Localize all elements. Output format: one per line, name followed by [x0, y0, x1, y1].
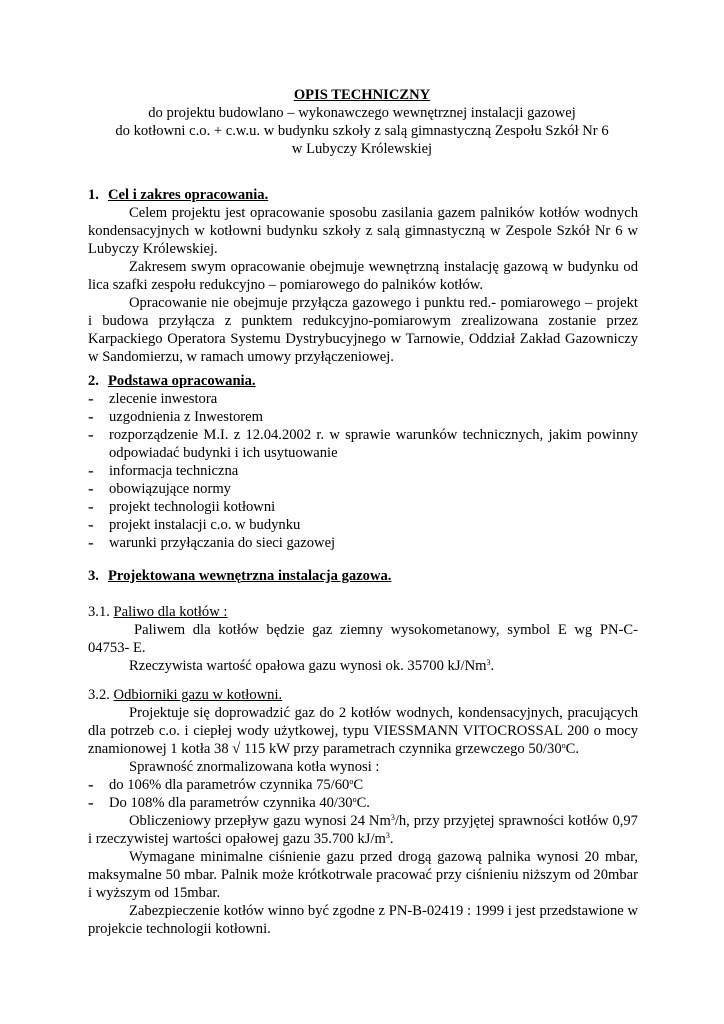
list-item: - informacja techniczna — [88, 462, 638, 480]
text-span: Rzeczywista wartość opałowa gazu wynosi ok. 35700 kJ/Nm — [129, 658, 487, 674]
subtitle-line-1: do projektu budowlano – wykonawczego wewnętrznej instalacji gazowej — [148, 105, 576, 121]
text-span: . — [490, 658, 495, 674]
section-2-number: 2. — [88, 373, 99, 389]
superscript: 3 — [385, 831, 390, 840]
section-2-title: Podstawa opracowania. — [108, 373, 256, 389]
list-item: - rozporządzenie M.I. z 12.04.2002 r. w sprawie warunków technicznych, jakim powinny odpowiadać budynki i ich usytuowanie — [88, 426, 638, 462]
subsection-3-2-title: Odbiorniki gazu w kotłowni. — [113, 687, 283, 703]
subsection-3-2-paragraph-3 — [88, 812, 638, 848]
superscript: o — [352, 795, 357, 804]
subsection-3-1-title: Paliwo dla kotłów : — [113, 604, 228, 620]
section-1-paragraph-3: Opracowanie nie obejmuje przyłącza gazowego i punktu red.- pomiarowego – projekt i budowa przyłącza z punktem redukcyjno-pomiarowym zrealizowana zostanie przez Karpackiego Operatora Systemu Dystrybucyjnego w Tarnowie, Oddział Zakład Gazowniczy w Sandomierzu, w ramach umowy przyłączeniowej. — [88, 295, 638, 365]
list-item: - zlecenie inwestora — [88, 390, 638, 408]
text-span: /h, przy przyjętej sprawności kotłów 0,97 i rzeczywistej wartości opałowej gazu 35.700 kJ/m — [88, 813, 638, 847]
list-item: - projekt instalacji c.o. w budynku — [88, 516, 638, 534]
subsection-3-1 — [88, 603, 638, 675]
subsection-3-1-paragraph-2 — [88, 657, 638, 675]
list-item: - warunki przyłączania do sieci gazowej — [88, 534, 638, 552]
text-span: . — [389, 831, 394, 847]
section-3 — [88, 567, 638, 585]
document-header — [0, 86, 724, 158]
text-span: Projektuje się doprowadzić gaz do 2 kotłów wodnych, kondensacyjnych, pracujących dla potrzeb c.o. i ciepłej wody użytkowej, typu VIESSMANN VITOCROSSAL 200 o mocy znamionowej 1 kotła 38 √ 115 kW przy parametrach czynnika grzewczego 50/30 — [88, 705, 638, 757]
section-1-paragraph-2: Zakresem swym opracowanie obejmuje wewnętrzną instalację gazową w budynku od lica szafki zespołu redukcyjno – pomiarowego do palników kotłów. — [88, 259, 638, 293]
list-item: - projekt technologii kotłowni — [88, 498, 638, 516]
subtitle-line-2: do kotłowni c.o. + c.w.u. w budynku szkoły z salą gimnastyczną Zespołu Szkół Nr 6 — [115, 123, 609, 139]
section-3-heading — [88, 567, 638, 585]
text-span: C — [353, 777, 364, 793]
superscript: 3 — [486, 658, 491, 667]
subsection-3-2-paragraph-5: Zabezpieczenie kotłów winno być zgodne z PN-B-02419 : 1999 i jest przedstawione w projekcie technologii kotłowni. — [88, 903, 638, 937]
section-1-title: Cel i zakres opracowania. — [108, 187, 269, 203]
section-1 — [88, 186, 638, 366]
section-1-heading — [88, 186, 638, 204]
list-item: - uzgodnienia z Inwestorem — [88, 408, 638, 426]
subsection-3-2 — [88, 686, 638, 938]
superscript: o — [561, 741, 566, 750]
superscript: o — [349, 777, 354, 786]
subsection-3-1-number: 3.1. — [88, 604, 114, 620]
list-item — [88, 794, 638, 812]
subsection-3-1-heading — [88, 603, 638, 621]
document-title: OPIS TECHNICZNY — [293, 87, 431, 103]
section-2-list — [88, 390, 638, 552]
section-3-number: 3. — [88, 568, 99, 584]
text-span: C. — [565, 741, 580, 757]
list-item: - obowiązujące normy — [88, 480, 638, 498]
text-span: Do 108% dla parametrów czynnika 40/30 — [109, 795, 353, 811]
subtitle-line-3: w Lubyczy Królewskiej — [291, 141, 433, 157]
text-span: Obliczeniowy przepływ gazu wynosi 24 Nm — [129, 813, 391, 829]
subsection-3-2-number: 3.2. — [88, 687, 114, 703]
list-item — [88, 776, 638, 794]
subsection-3-2-heading — [88, 686, 638, 704]
superscript: 3 — [390, 813, 395, 822]
section-3-title: Projektowana wewnętrzna instalacja gazowa. — [108, 568, 392, 584]
subsection-3-2-paragraph-4: Wymagane minimalne ciśnienie gazu przed drogą gazową palnika wynosi 20 mbar, maksymalne 50 mbar. Palnik może krótkotrwale pracować przy ciśnieniu niższym od 20mbar i wyższym od 15mbar. — [88, 849, 638, 901]
section-2 — [88, 372, 638, 552]
subsection-3-2-paragraph-1 — [88, 704, 638, 758]
efficiency-list — [88, 776, 638, 812]
section-2-heading — [88, 372, 638, 390]
section-1-paragraph-1: Celem projektu jest opracowanie sposobu zasilania gazem palników kotłów wodnych kondensacyjnych w kotłowni budynku szkoły z salą gimnastyczną w Zespole Szkół Nr 6 w Lubyczy Królewskiej. — [88, 205, 638, 257]
text-span: do 106% dla parametrów czynnika 75/60 — [109, 777, 350, 793]
section-1-number: 1. — [88, 187, 99, 203]
subsection-3-2-paragraph-2: Sprawność znormalizowana kotła wynosi : — [129, 759, 380, 775]
subsection-3-1-paragraph-1: Paliwem dla kotłów będzie gaz ziemny wysokometanowy, symbol E wg PN-C-04753- E. — [88, 622, 638, 656]
text-span: C. — [356, 795, 370, 811]
